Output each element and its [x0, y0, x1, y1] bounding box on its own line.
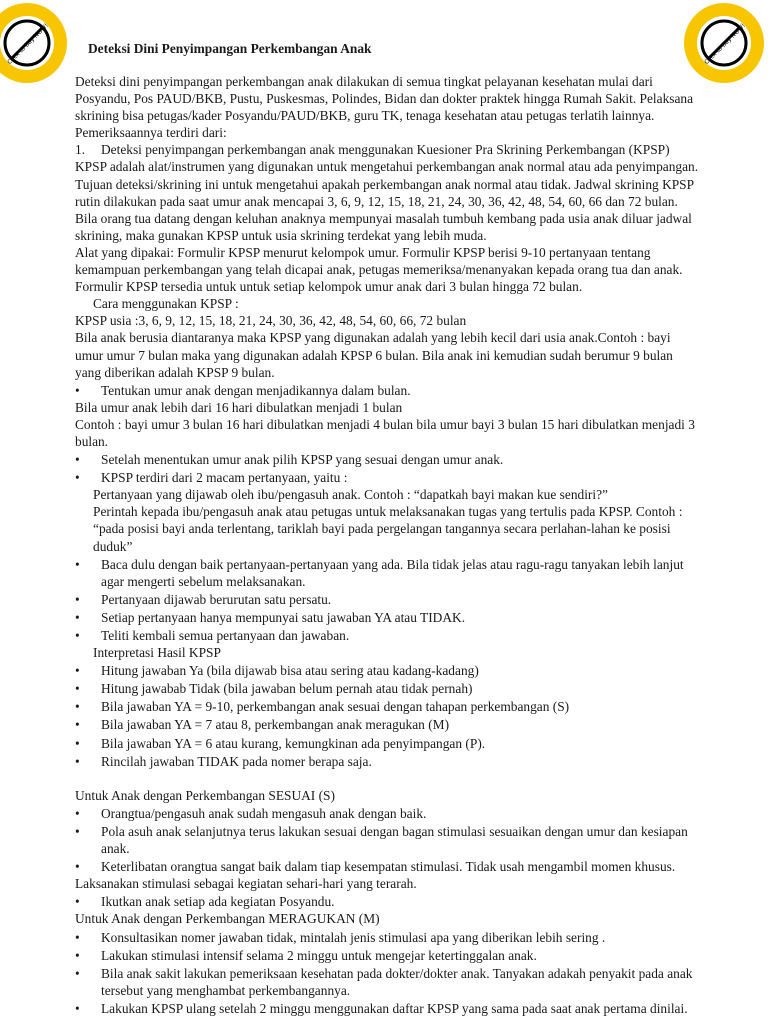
paragraph: Bila umur anak lebih dari 16 hari dibulatkan menjadi 1 bulan — [75, 399, 403, 415]
intro-paragraph: Deteksi dini penyimpangan perkembangan anak dilakukan di semua tingkat pelayanan kesehatan mulai dari Posyandu, Pos PAUD/BKB, Pustu, Puskesmas, Polindes, Bidan dan dokter praktek hingga Rumah Sakit. Pelaksana skrining bisa petugas/kader Posyandu/PAUD/BKB, guru TK, tenaga kesehatan atau petugas terlatih lainnya. Pemeriksaannya terdiri dari: — [75, 74, 694, 141]
bullet-item: • Teliti kembali semua pertanyaan dan jawaban. — [75, 628, 350, 643]
square-item: Pertanyaan yang dijawab oleh ibu/pengasuh anak. Contoh : “dapatkah bayi makan kue sendiri?” — [93, 487, 609, 503]
bullet-item: • Bila jawaban YA = 6 atau kurang, kemungkinan ada penyimpangan (P). — [75, 735, 486, 751]
bullet-item: • Ikutkan anak setiap ada kegiatan Posyandu. — [75, 894, 335, 910]
section-heading: Untuk Anak dengan Perkembangan SESUAI (S) — [75, 787, 335, 803]
bullet-item: • Setelah menentukan umur anak pilih KPSP yang sesuai dengan umur anak. — [75, 452, 504, 468]
pdf-xchange-stamp-left[interactable] — [0, 2, 68, 84]
section-heading: Untuk Anak dengan Perkembangan MERAGUKAN (M) — [75, 911, 380, 927]
bullet-item: • Pola asuh anak selanjutnya terus lakukan sesuai dengan bagan stimulasi sesuaikan dengan umur dan kesiapan anak. — [75, 823, 688, 857]
bullet-item: • Lakukan stimulasi intensif selama 2 minggu untuk mengejar ketertinggalan anak. — [75, 947, 537, 963]
paragraph: Laksanakan stimulasi sebagai kegiatan sehari-hari yang terarah. — [75, 876, 417, 892]
paragraph: Alat yang dipakai: Formulir KPSP menurut kelompok umur. Formulir KPSP berisi 9-10 pertanyaan tentang kemampuan perkembangan yang telah dicapai anak, petugas memeriksa/menanyakan kepada orang tua dan anak. — [75, 244, 683, 278]
paragraph: Contoh : bayi umur 3 bulan 16 hari dibulatkan menjadi 4 bulan bila umur bayi 3 bulan 15 hari dibulatkan menjadi 3 bulan. — [75, 416, 695, 449]
paragraph: Bila anak berusia diantaranya maka KPSP yang digunakan adalah yang lebih kecil dari usia anak.Contoh : bayi umur umur 7 bulan maka yang digunakan adalah KPSP 6 bulan. Bila anak ini kemudian sudah berumur 9 bulan yang diberikan adalah KPSP 9 bulan. — [75, 330, 673, 380]
bullet-item: • Pertanyaan dijawab berurutan satu persatu. — [75, 591, 332, 607]
bullet-item: • Hitung jawabab Tidak (bila jawaban belum pernah atau tidak pernah) — [75, 681, 473, 697]
bullet-item: • Lakukan KPSP ulang setelah 2 minggu menggunakan daftar KPSP yang sama pada saat anak pertama dinilai. — [75, 1000, 688, 1016]
svg-text:Click to buy NOW!: Click to buy NOW! — [6, 22, 50, 66]
bullet-item: • Tentukan umur anak dengan menjadikannya dalam bulan. — [75, 382, 411, 398]
document-title: Deteksi Dini Penyimpangan Perkembangan Anak — [88, 41, 372, 56]
bullet-item: • Konsultasikan nomer jawaban tidak, mintalah jenis stimulasi apa yang diberikan lebih sering . — [75, 929, 606, 945]
bullet-item: • Rincilah jawaban TIDAK pada nomer berapa saja. — [75, 753, 372, 769]
paragraph: Formulir KPSP tersedia untuk untuk setiap kelompok umur anak dari 3 bulan hingga 72 bulan. — [75, 279, 583, 295]
paragraph: Tujuan deteksi/skrining ini untuk mengetahui apakah perkembangan anak normal atau tidak. Jadwal skrining KPSP rutin dilakukan pada saat umur anak mencapai 3, 6, 9, 12, 15, 18, 21, 24, 30, 36, 42, 48, 54, 60, 66 dan 72 bulan. Bila orang tua datang dengan keluhan anaknya mempunyai masalah tumbuh kembang pada usia anak diluar jadwal skrining, maka gunakan KPSP untuk usia skrining terdekat yang lebih muda. — [75, 176, 694, 243]
numbered-item: 1. Deteksi penyimpangan perkembangan anak menggunakan Kuesioner Pra Skrining Perkembangan (KPSP) — [75, 142, 670, 158]
bullet-item: • Baca dulu dengan baik pertanyaan-pertanyaan yang ada. Bila tidak jelas atau ragu-ragu tanyakan lebih lanjut agar mengerti sebelum melaksanakan. — [75, 556, 684, 589]
bullet-item: • Bila jawaban YA = 7 atau 8, perkembangan anak meragukan (M) — [75, 717, 450, 733]
bullet-item: • KPSP terdiri dari 2 macam pertanyaan, yaitu : — [75, 470, 348, 486]
bullet-item: • Hitung jawaban Ya (bila dijawab bisa atau sering atau kadang-kadang) — [75, 663, 479, 679]
svg-text:Click to buy NOW!: Click to buy NOW! — [703, 22, 747, 66]
bullet-item: • Orangtua/pengasuh anak sudah mengasuh anak dengan baik. — [75, 805, 427, 821]
paragraph: KPSP adalah alat/instrumen yang digunakan untuk mengetahui perkembangan anak normal atau ada penyimpangan. — [75, 159, 699, 175]
document-page — [75, 40, 700, 1017]
square-item: Interpretasi Hasil KPSP — [93, 645, 221, 661]
square-item: Perintah kepada ibu/pengasuh anak atau petugas untuk melaksanakan tugas yang tertulis pada KPSP. Contoh : “pada posisi bayi anda terlentang, tariklah bayi pada pergelangan tangannya secara perlahan-lahan ke posisi duduk” — [93, 504, 683, 554]
square-item: Cara menggunakan KPSP : — [93, 296, 239, 312]
bullet-item: • Bila anak sakit lakukan pemeriksaan kesehatan pada dokter/dokter anak. Tanyakan adakah penyakit pada anak tersebut yang menghambat perkembangannya. — [75, 965, 693, 998]
bullet-item: • Bila jawaban YA = 9-10, perkembangan anak sesuai dengan tahapan perkembangan (S) — [75, 699, 570, 715]
paragraph: KPSP usia :3, 6, 9, 12, 15, 18, 21, 24, 30, 36, 42, 48, 54, 60, 66, 72 bulan — [75, 313, 467, 329]
bullet-item: • Keterlibatan orangtua sangat baik dalam tiap kesempatan stimulasi. Tidak usah mengambil momen khusus. — [75, 859, 676, 875]
bullet-item: • Setiap pertanyaan hanya mempunyai satu jawaban YA atau TIDAK. — [75, 609, 466, 625]
